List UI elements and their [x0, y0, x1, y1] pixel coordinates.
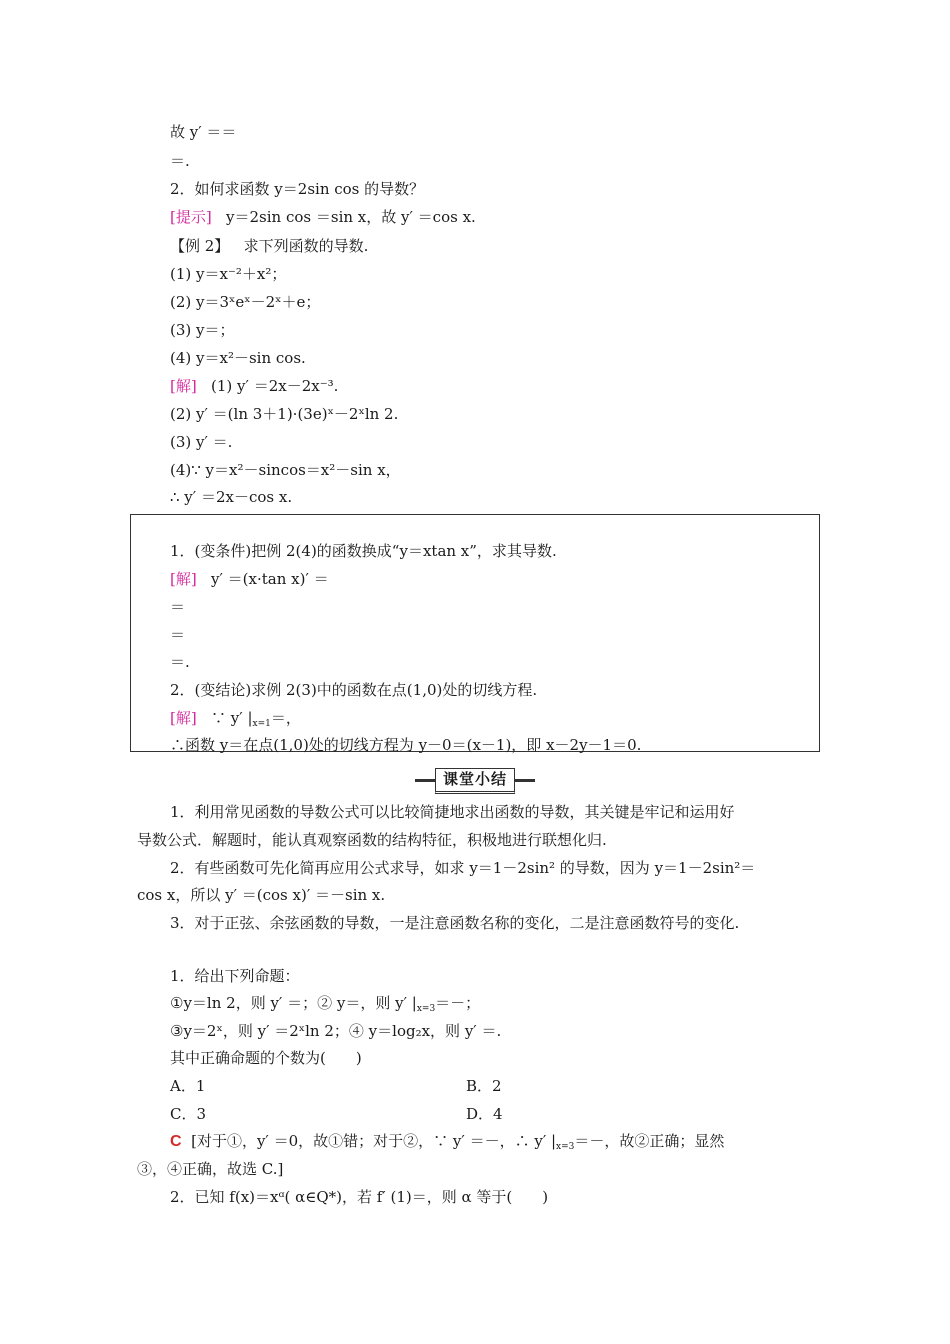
problem-3: (3) y＝；: [170, 321, 235, 339]
exercise-1-a-sub: x=3: [416, 1004, 436, 1014]
hint-text: y＝2sin cos ＝sin x，故 y′ ＝cos x.: [226, 208, 476, 226]
variant-2-end: ＝，: [270, 709, 301, 727]
example-2-line: [170, 236, 368, 256]
question-2: 2．如何求函数 y＝2sin cos 的导数？: [170, 180, 425, 198]
summary-bar-left: [415, 779, 435, 782]
line-1: 故 y′ ＝＝: [170, 123, 237, 141]
summary-bar-right: [515, 779, 535, 782]
variant-1-solution: [170, 569, 329, 589]
solution-1-text: (1) y′ ＝2x－2x⁻³.: [211, 377, 339, 395]
variant-2-solution: [170, 708, 301, 728]
problem-2: (2) y＝3ˣeˣ－2ˣ＋e；: [170, 293, 321, 311]
solution-5: ∴ y′ ＝2x－cos x.: [170, 488, 293, 506]
answer-letter: C: [170, 1133, 182, 1150]
option-c: C．3: [170, 1105, 207, 1123]
summary-title: 课堂小结: [435, 768, 515, 794]
answer-sub: x=3: [556, 1142, 575, 1152]
hint-line: [170, 207, 476, 227]
solution-3: (3) y′ ＝.: [170, 433, 233, 451]
variant-2-sub: x=1: [252, 719, 271, 729]
summary-3: 3．对于正弦、余弦函数的导数，一是注意函数名称的变化，二是注意函数符号的变化.: [170, 914, 740, 932]
summary-heading: [415, 768, 535, 792]
solution-tag: [解]: [170, 377, 197, 395]
summary-1a: 1．利用常见函数的导数公式可以比较简捷地求出函数的导数，其关键是牢记和运用好: [170, 803, 735, 821]
exercise-1-statements-b: ③y＝2ˣ，则 y′ ＝2ˣln 2；④ y＝log₂x，则 y′ ＝.: [170, 1022, 502, 1040]
option-a: A．1: [170, 1077, 206, 1095]
summary-2a: 2．有些函数可先化简再应用公式求导，如求 y＝1－2sin² 的导数，因为 y＝1－2sin²＝: [170, 859, 756, 877]
example-2-tag: 【例 2】: [170, 237, 230, 255]
solution-1: [170, 376, 338, 396]
answer-text: [对于①，y′ ＝0，故①错；对于②，∵ y′ ＝－，∴ y′ |: [191, 1132, 557, 1150]
variant-1-step-1: ＝: [170, 598, 186, 616]
variant-2-text: ∵ y′ |: [211, 709, 253, 727]
problem-1: (1) y＝x⁻²＋x²；: [170, 265, 287, 283]
summary-1b: 导数公式．解题时，能认真观察函数的结构特征，积极地进行联想化归.: [137, 831, 607, 849]
answer-line-2: ③，④正确，故选 C.]: [137, 1160, 284, 1178]
exercise-1-prompt: 其中正确命题的个数为( ): [170, 1049, 362, 1067]
exercise-1-a-end: ＝－；: [435, 994, 481, 1012]
variant-2-tag: [解]: [170, 709, 197, 727]
variant-1-question: 1．(变条件)把例 2(4)的函数换成“y＝xtan x”，求其导数.: [170, 542, 557, 560]
summary-2b: cos x，所以 y′ ＝(cos x)′ ＝－sin x.: [137, 886, 386, 904]
problem-4: (4) y＝x²－sin cos.: [170, 349, 306, 367]
hint-tag: [提示]: [170, 208, 212, 226]
answer-end: ＝－，故②正确；显然: [574, 1132, 725, 1150]
exercise-2: 2．已知 f(x)＝xᵅ( α∈Q*)，若 f′ (1)＝，则 α 等于( ): [170, 1188, 549, 1206]
option-d: D．4: [466, 1105, 503, 1123]
exercise-1: 1．给出下列命题：: [170, 967, 300, 985]
example-2-text: 求下列函数的导数.: [243, 237, 369, 255]
variant-1-step-2: ＝: [170, 626, 186, 644]
exercise-1-a-text: ①y＝ln 2，则 y′ ＝；② y＝，则 y′ |: [170, 994, 417, 1012]
variant-1-tag: [解]: [170, 570, 197, 588]
solution-2: (2) y′ ＝(ln 3＋1)·(3e)ˣ－2ˣln 2.: [170, 405, 399, 423]
variant-1-text: y′ ＝(x·tan x)′ ＝: [211, 570, 329, 588]
option-b: B．2: [466, 1077, 502, 1095]
variant-2-conclusion: ∴函数 y＝在点(1,0)处的切线方程为 y－0＝(x－1)，即 x－2y－1＝0.: [170, 736, 642, 754]
solution-4: (4)∵ y＝x²－sincos＝x²－sin x，: [170, 461, 401, 479]
variant-2-question: 2．(变结论)求例 2(3)中的函数在点(1,0)处的切线方程.: [170, 681, 538, 699]
variant-1-step-3: ＝.: [170, 653, 190, 671]
exercise-1-statements-a: [170, 993, 480, 1013]
answer-line-1: [170, 1131, 724, 1152]
line-2: ＝.: [170, 152, 190, 170]
